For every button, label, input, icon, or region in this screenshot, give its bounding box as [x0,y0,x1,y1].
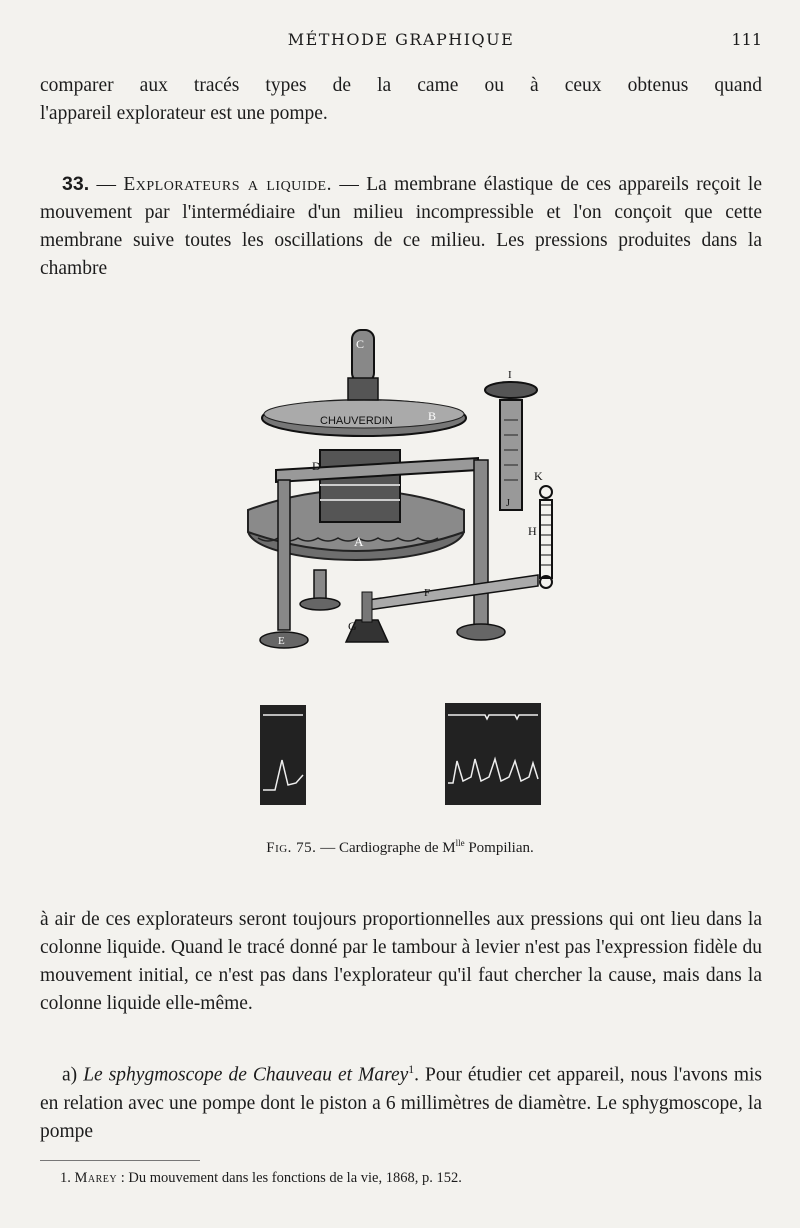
caption-prefix: Fig. 75. [266,840,317,856]
label-f: F [424,587,431,599]
subsection-marker: a) [62,1064,78,1086]
section-heading: Explorateurs a liquide. [123,174,332,195]
figure-cardiograph [228,320,588,660]
footnote-number: 1. [60,1170,71,1186]
caption-end: Pompilian. [464,840,534,856]
running-title: MÉTHODE GRAPHIQUE [287,30,515,49]
continued-paragraph [40,906,762,1018]
label-a: A [354,534,364,549]
caption-sup: lle [455,838,465,848]
label-e: E [278,635,285,647]
section-text: — La membrane élastique de ces appareils reçoit le mouvement par l'intermédiaire d'un milieu incompressible et l'on conçoit que cette membrane suive toutes les oscillations de ce milieu. Les pressions produites dans la chambre [40,174,763,279]
section-number: 33. [62,173,90,195]
footnote [60,1170,760,1187]
trace-large [445,703,541,805]
subsection-text: . Pour étudier cet appareil, nous l'avons mis en relation avec une pompe dont le piston a 6 millimètres de diamètre. Le sphygmoscope, la pompe [40,1064,763,1142]
cardiograph-illustration [228,320,588,660]
section-dash: — [89,174,124,195]
label-g: G [348,619,357,633]
label-j: J [506,498,510,509]
label-k: K [534,469,543,483]
subsection-title: Le sphygmoscope de Chauveau et Marey [83,1064,409,1086]
footnote-text: : Du mouvement dans les fonctions de la vie, 1868, p. 152. [117,1170,462,1186]
brand-label: CHAUVERDIN [320,415,393,427]
running-header [40,30,762,60]
footnote-author: Marey [74,1170,118,1186]
top-line-1: comparer aux tracés types de la came ou à ceux obtenus quand [40,75,762,96]
trace-small [260,705,306,805]
label-h: H [528,524,537,538]
continued-text: à air de ces explorateurs seront toujours proportionnelles aux pressions qui ont lieu dans la colonne liquide. Quand le tracé donné par le tambour à levier n'est pas l'expression fidèle du mouvement initial, ce n'est pas dans l'explorateur qu'il faut chercher la cause, mais dans la colonne liquide elle-même. [40,909,762,1014]
caption-text: — Cardiographe de M [316,840,456,856]
label-c: C [356,337,365,351]
label-i: I [508,369,512,381]
footnote-ref: 1 [408,1063,415,1076]
footnote-rule [40,1160,200,1161]
page-number: 111 [731,30,762,49]
subsection-paragraph [40,1056,762,1146]
top-line-2: l'appareil explorateur est une pompe. [40,103,328,124]
figure-caption [0,838,800,857]
section-33-paragraph [40,170,762,283]
label-b: B [428,409,437,423]
top-paragraph [40,72,762,128]
label-d: D [312,459,321,473]
